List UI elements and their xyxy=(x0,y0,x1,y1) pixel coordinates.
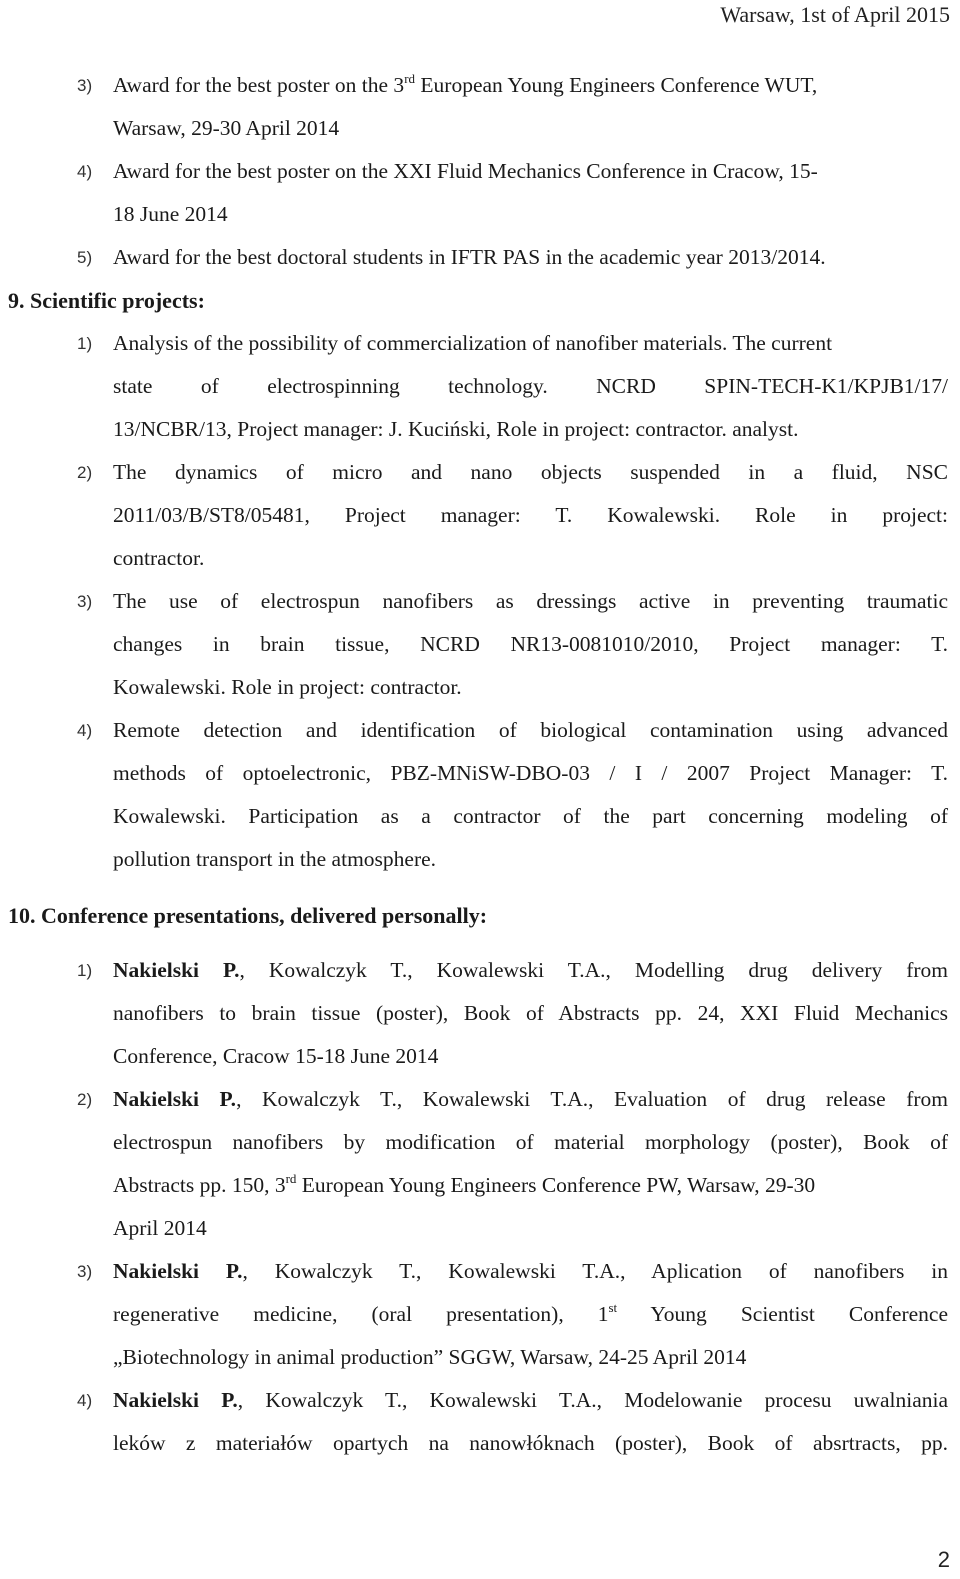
item-text xyxy=(113,1164,948,1207)
list-item-continuation xyxy=(0,1121,960,1164)
list-item-continuation xyxy=(0,1293,960,1336)
list-item-continuation xyxy=(0,623,960,666)
item-number: 4) xyxy=(77,1391,93,1410)
item-text: Conference, Cracow 15-18 June 2014 xyxy=(113,1044,439,1068)
item-text: Remote detection and identification of biological contamination using advanced xyxy=(113,718,948,742)
list-item xyxy=(0,236,960,279)
list-item-continuation xyxy=(0,1164,960,1207)
item-text: Warsaw, 29-30 April 2014 xyxy=(113,116,340,140)
author-name: Nakielski P. xyxy=(113,1259,243,1283)
list-item-continuation xyxy=(0,666,960,709)
item-text: Award for the best doctoral students in IFTR PAS in the academic year 2013/2014. xyxy=(113,245,826,269)
item-text xyxy=(113,1250,948,1293)
item-text: electrospun nanofibers by modification of material morphology (poster), Book of xyxy=(113,1130,948,1154)
text-part: , Kowalczyk T., Kowalewski T.A., Modelling drug delivery from xyxy=(239,958,948,982)
item-text xyxy=(113,1293,948,1336)
list-item-continuation xyxy=(0,795,960,838)
list-item xyxy=(0,949,960,992)
item-text xyxy=(113,1078,948,1121)
list-item-continuation xyxy=(0,752,960,795)
list-item-continuation xyxy=(0,537,960,580)
section-heading-conference-presentations: 10. Conference presentations, delivered personally: xyxy=(8,903,488,928)
item-text: 2011/03/B/ST8/05481, Project manager: T. Kowalewski. Role in project: xyxy=(113,503,948,527)
list-item xyxy=(0,1250,960,1293)
list-item xyxy=(0,64,960,107)
item-text: Award for the best poster on the XXI Fluid Mechanics Conference in Cracow, 15- xyxy=(113,159,818,183)
text-part: European Young Engineers Conference PW, Warsaw, 29-30 xyxy=(296,1173,816,1197)
item-text: „Biotechnology in animal production” SGGW, Warsaw, 24-25 April 2014 xyxy=(113,1345,747,1369)
header-date: Warsaw, 1st of April 2015 xyxy=(720,2,950,27)
page-number: 2 xyxy=(937,1547,950,1572)
list-item xyxy=(0,709,960,752)
item-text: state of electrospinning technology. NCRD SPIN-TECH-K1/KPJB1/17/ xyxy=(113,374,948,398)
section-heading-scientific-projects: 9. Scientific projects: xyxy=(8,288,205,313)
list-item xyxy=(0,150,960,193)
list-item-continuation xyxy=(0,494,960,537)
text-part: regenerative medicine, (oral presentation), 1 xyxy=(113,1302,609,1326)
item-number: 4) xyxy=(77,162,93,181)
item-text: Kowalewski. Role in project: contractor. xyxy=(113,675,462,699)
list-item-continuation xyxy=(0,193,960,236)
author-name: Nakielski P. xyxy=(113,958,240,982)
item-number: 3) xyxy=(77,592,93,611)
text-part: Abstracts pp. 150, 3 xyxy=(113,1173,286,1197)
item-number: 2) xyxy=(77,1090,93,1109)
list-item-continuation xyxy=(0,838,960,881)
item-number: 3) xyxy=(77,1262,93,1281)
item-text: April 2014 xyxy=(113,1216,207,1240)
item-text: The use of electrospun nanofibers as dressings active in preventing traumatic xyxy=(113,589,948,613)
list-item-continuation xyxy=(0,1207,960,1250)
list-item-continuation xyxy=(0,1422,960,1465)
item-text: 18 June 2014 xyxy=(113,202,228,226)
list-item-continuation xyxy=(0,992,960,1035)
text-part: , Kowalczyk T., Kowalewski T.A., Evaluation of drug release from xyxy=(236,1087,948,1111)
list-item xyxy=(0,580,960,623)
list-item-continuation xyxy=(0,1035,960,1078)
item-text: nanofibers to brain tissue (poster), Book of Abstracts pp. 24, XXI Fluid Mechanics xyxy=(113,1001,948,1025)
item-number: 1) xyxy=(77,334,93,353)
item-text: Kowalewski. Participation as a contractor of the part concerning modeling of xyxy=(113,804,948,828)
item-number: 4) xyxy=(77,721,93,740)
list-item xyxy=(0,1078,960,1121)
item-text: Analysis of the possibility of commercialization of nanofiber materials. The current xyxy=(113,331,833,355)
item-text: contractor. xyxy=(113,546,205,570)
item-number: 2) xyxy=(77,463,93,482)
list-item-continuation xyxy=(0,1336,960,1379)
item-number: 1) xyxy=(77,961,93,980)
item-text xyxy=(113,1379,948,1422)
author-name: Nakielski P. xyxy=(113,1087,237,1111)
item-text: methods of optoelectronic, PBZ-MNiSW-DBO-03 / I / 2007 Project Manager: T. xyxy=(113,761,948,785)
text-part: Award for the best poster on the 3 xyxy=(113,73,405,97)
list-item-continuation xyxy=(0,408,960,451)
item-text xyxy=(113,949,948,992)
item-text: pollution transport in the atmosphere. xyxy=(113,847,437,871)
superscript: rd xyxy=(285,1171,297,1186)
item-text: 13/NCBR/13, Project manager: J. Kuciński, Role in project: contractor. analyst. xyxy=(113,417,799,441)
author-name: Nakielski P. xyxy=(113,1388,238,1412)
item-text xyxy=(113,64,948,107)
text-part: Young Scientist Conference xyxy=(617,1302,948,1326)
text-part: , Kowalczyk T., Kowalewski T.A., Aplication of nanofibers in xyxy=(242,1259,948,1283)
item-text: The dynamics of micro and nano objects suspended in a fluid, NSC xyxy=(113,460,948,484)
list-item-continuation xyxy=(0,107,960,150)
item-number: 5) xyxy=(77,248,93,267)
superscript: rd xyxy=(404,71,416,86)
list-item xyxy=(0,451,960,494)
list-item-continuation xyxy=(0,365,960,408)
text-part: European Young Engineers Conference WUT, xyxy=(415,73,818,97)
list-item xyxy=(0,322,960,365)
item-number: 3) xyxy=(77,76,93,95)
item-text: changes in brain tissue, NCRD NR13-0081010/2010, Project manager: T. xyxy=(113,632,948,656)
text-part: , Kowalczyk T., Kowalewski T.A., Modelowanie procesu uwalniania xyxy=(237,1388,948,1412)
superscript: st xyxy=(608,1300,618,1315)
item-text: leków z materiałów opartych na nanowłóknach (poster), Book of absrtracts, pp. xyxy=(113,1431,948,1455)
list-item xyxy=(0,1379,960,1422)
